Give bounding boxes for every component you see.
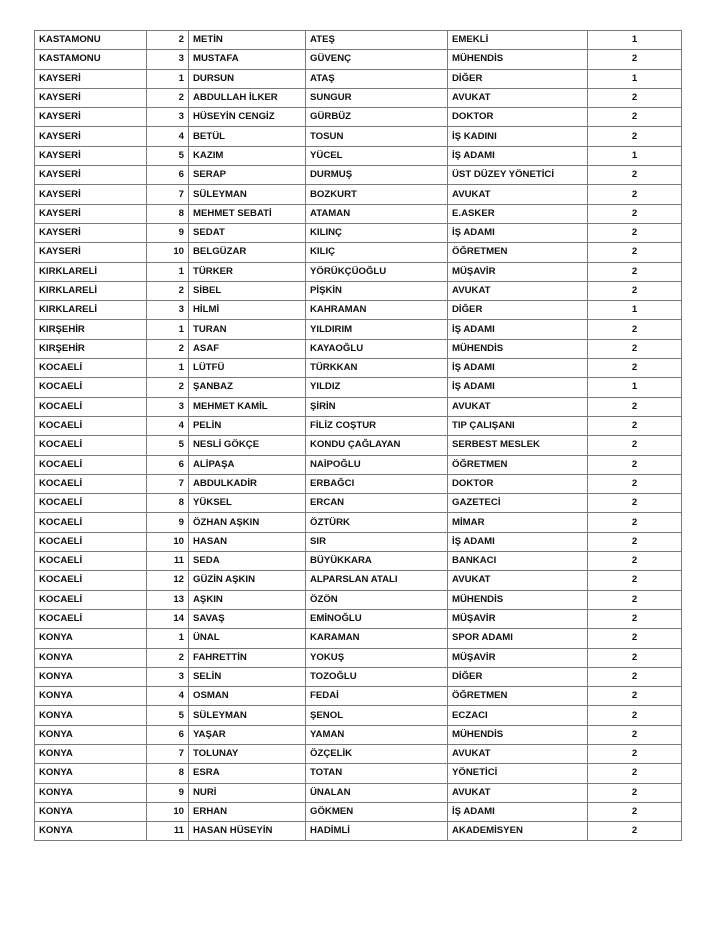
surname-cell: KONDU ÇAĞLAYAN <box>306 436 448 455</box>
name-cell: NESLİ GÖKÇE <box>189 436 306 455</box>
job-cell: İŞ ADAMI <box>448 320 588 339</box>
city-cell: KIRKLARELİ <box>35 262 147 281</box>
rank-cell: 8 <box>147 764 189 783</box>
rank-cell: 1 <box>147 262 189 281</box>
table-row <box>35 301 682 320</box>
rank-cell: 3 <box>147 667 189 686</box>
value-cell: 2 <box>588 552 682 571</box>
value-cell: 2 <box>588 436 682 455</box>
table-row <box>35 281 682 300</box>
surname-cell: ÜNALAN <box>306 783 448 802</box>
table-row <box>35 590 682 609</box>
table-row <box>35 416 682 435</box>
value-cell: 2 <box>588 744 682 763</box>
surname-cell: ATAŞ <box>306 69 448 88</box>
city-cell: KAYSERİ <box>35 146 147 165</box>
rank-cell: 5 <box>147 146 189 165</box>
rank-cell: 12 <box>147 571 189 590</box>
city-cell: KONYA <box>35 783 147 802</box>
surname-cell: YOKUŞ <box>306 648 448 667</box>
rank-cell: 2 <box>147 281 189 300</box>
name-cell: ÖZHAN AŞKIN <box>189 513 306 532</box>
table-row <box>35 185 682 204</box>
value-cell: 2 <box>588 88 682 107</box>
job-cell: İŞ ADAMI <box>448 802 588 821</box>
rank-cell: 3 <box>147 397 189 416</box>
job-cell: YÖNETİCİ <box>448 764 588 783</box>
job-cell: İŞ KADINI <box>448 127 588 146</box>
table-row <box>35 532 682 551</box>
value-cell: 1 <box>588 378 682 397</box>
value-cell: 1 <box>588 31 682 50</box>
city-cell: KONYA <box>35 706 147 725</box>
value-cell: 2 <box>588 764 682 783</box>
surname-cell: YAMAN <box>306 725 448 744</box>
name-cell: OSMAN <box>189 687 306 706</box>
name-cell: SÜLEYMAN <box>189 185 306 204</box>
value-cell: 2 <box>588 590 682 609</box>
name-cell: KAZIM <box>189 146 306 165</box>
surname-cell: TOZOĞLU <box>306 667 448 686</box>
city-cell: KIRŞEHİR <box>35 339 147 358</box>
job-cell: AVUKAT <box>448 185 588 204</box>
job-cell: BANKACI <box>448 552 588 571</box>
name-cell: HİLMİ <box>189 301 306 320</box>
city-cell: KONYA <box>35 687 147 706</box>
surname-cell: HADİMLİ <box>306 822 448 841</box>
name-cell: ASAF <box>189 339 306 358</box>
table-row <box>35 50 682 69</box>
surname-cell: GÜRBÜZ <box>306 108 448 127</box>
job-cell: MÜHENDİS <box>448 50 588 69</box>
city-cell: KOCAELİ <box>35 552 147 571</box>
rank-cell: 4 <box>147 416 189 435</box>
job-cell: AVUKAT <box>448 88 588 107</box>
surname-cell: TÜRKKAN <box>306 359 448 378</box>
table-row <box>35 127 682 146</box>
rank-cell: 5 <box>147 706 189 725</box>
name-cell: HASAN HÜSEYİN <box>189 822 306 841</box>
job-cell: AVUKAT <box>448 571 588 590</box>
job-cell: AVUKAT <box>448 281 588 300</box>
city-cell: KOCAELİ <box>35 416 147 435</box>
job-cell: İŞ ADAMI <box>448 146 588 165</box>
name-cell: LÜTFÜ <box>189 359 306 378</box>
job-cell: MÜHENDİS <box>448 339 588 358</box>
city-cell: KONYA <box>35 725 147 744</box>
surname-cell: ŞİRİN <box>306 397 448 416</box>
job-cell: TIP ÇALIŞANI <box>448 416 588 435</box>
city-cell: KAYSERİ <box>35 223 147 242</box>
surname-cell: DURMUŞ <box>306 166 448 185</box>
table-row <box>35 764 682 783</box>
table-row <box>35 223 682 242</box>
value-cell: 2 <box>588 802 682 821</box>
surname-cell: BOZKURT <box>306 185 448 204</box>
surname-cell: EMİNOĞLU <box>306 609 448 628</box>
job-cell: E.ASKER <box>448 204 588 223</box>
value-cell: 2 <box>588 108 682 127</box>
value-cell: 1 <box>588 301 682 320</box>
value-cell: 2 <box>588 532 682 551</box>
rank-cell: 9 <box>147 513 189 532</box>
value-cell: 2 <box>588 166 682 185</box>
rank-cell: 7 <box>147 744 189 763</box>
table-row <box>35 552 682 571</box>
name-cell: AŞKIN <box>189 590 306 609</box>
city-cell: KOCAELİ <box>35 590 147 609</box>
name-cell: ERHAN <box>189 802 306 821</box>
rank-cell: 3 <box>147 108 189 127</box>
value-cell: 2 <box>588 667 682 686</box>
job-cell: MÜHENDİS <box>448 725 588 744</box>
table-row <box>35 609 682 628</box>
table-row <box>35 474 682 493</box>
name-cell: ESRA <box>189 764 306 783</box>
value-cell: 2 <box>588 609 682 628</box>
name-cell: SEDA <box>189 552 306 571</box>
rank-cell: 11 <box>147 552 189 571</box>
city-cell: KAYSERİ <box>35 243 147 262</box>
job-cell: AVUKAT <box>448 744 588 763</box>
job-cell: MÜŞAVİR <box>448 262 588 281</box>
name-cell: SÜLEYMAN <box>189 706 306 725</box>
value-cell: 2 <box>588 281 682 300</box>
value-cell: 1 <box>588 69 682 88</box>
surname-cell: ŞENOL <box>306 706 448 725</box>
job-cell: AVUKAT <box>448 397 588 416</box>
name-cell: FAHRETTİN <box>189 648 306 667</box>
job-cell: AVUKAT <box>448 783 588 802</box>
name-cell: ÜNAL <box>189 629 306 648</box>
rank-cell: 14 <box>147 609 189 628</box>
table-row <box>35 320 682 339</box>
table-row <box>35 494 682 513</box>
name-cell: SEDAT <box>189 223 306 242</box>
rank-cell: 5 <box>147 436 189 455</box>
value-cell: 2 <box>588 629 682 648</box>
city-cell: KONYA <box>35 629 147 648</box>
value-cell: 1 <box>588 146 682 165</box>
name-cell: HÜSEYİN CENGİZ <box>189 108 306 127</box>
name-cell: METİN <box>189 31 306 50</box>
rank-cell: 2 <box>147 31 189 50</box>
rank-cell: 1 <box>147 69 189 88</box>
city-cell: KOCAELİ <box>35 494 147 513</box>
value-cell: 2 <box>588 513 682 532</box>
rank-cell: 10 <box>147 532 189 551</box>
table-row <box>35 667 682 686</box>
surname-cell: NAİPOĞLU <box>306 455 448 474</box>
job-cell: MÜŞAVİR <box>448 648 588 667</box>
table-row <box>35 108 682 127</box>
value-cell: 2 <box>588 416 682 435</box>
job-cell: AKADEMİSYEN <box>448 822 588 841</box>
value-cell: 2 <box>588 455 682 474</box>
surname-cell: TOTAN <box>306 764 448 783</box>
rank-cell: 2 <box>147 88 189 107</box>
job-cell: DİĞER <box>448 301 588 320</box>
value-cell: 2 <box>588 204 682 223</box>
value-cell: 2 <box>588 648 682 667</box>
name-cell: MEHMET SEBATİ <box>189 204 306 223</box>
name-cell: ŞANBAZ <box>189 378 306 397</box>
job-cell: DOKTOR <box>448 108 588 127</box>
city-cell: KONYA <box>35 822 147 841</box>
surname-cell: KARAMAN <box>306 629 448 648</box>
table-row <box>35 706 682 725</box>
rank-cell: 13 <box>147 590 189 609</box>
city-cell: KOCAELİ <box>35 397 147 416</box>
surname-cell: ATAMAN <box>306 204 448 223</box>
surname-cell: ALPARSLAN ATALI <box>306 571 448 590</box>
surname-cell: ÖZÇELİK <box>306 744 448 763</box>
city-cell: KOCAELİ <box>35 436 147 455</box>
surname-cell: BÜYÜKKARA <box>306 552 448 571</box>
table-body <box>35 31 682 841</box>
city-cell: KONYA <box>35 802 147 821</box>
surname-cell: PİŞKİN <box>306 281 448 300</box>
job-cell: ECZACI <box>448 706 588 725</box>
name-cell: BETÜL <box>189 127 306 146</box>
job-cell: SPOR ADAMI <box>448 629 588 648</box>
city-cell: KOCAELİ <box>35 532 147 551</box>
name-cell: YÜKSEL <box>189 494 306 513</box>
city-cell: KASTAMONU <box>35 31 147 50</box>
rank-cell: 7 <box>147 185 189 204</box>
table-row <box>35 262 682 281</box>
rank-cell: 1 <box>147 629 189 648</box>
table-row <box>35 725 682 744</box>
job-cell: ÖĞRETMEN <box>448 243 588 262</box>
rank-cell: 1 <box>147 320 189 339</box>
city-cell: KONYA <box>35 744 147 763</box>
value-cell: 2 <box>588 223 682 242</box>
city-cell: KOCAELİ <box>35 474 147 493</box>
surname-cell: YILDIZ <box>306 378 448 397</box>
name-cell: MEHMET KAMİL <box>189 397 306 416</box>
city-cell: KAYSERİ <box>35 69 147 88</box>
name-cell: ABDULLAH İLKER <box>189 88 306 107</box>
rank-cell: 4 <box>147 127 189 146</box>
name-cell: BELGÜZAR <box>189 243 306 262</box>
city-cell: KOCAELİ <box>35 609 147 628</box>
name-cell: SİBEL <box>189 281 306 300</box>
job-cell: SERBEST MESLEK <box>448 436 588 455</box>
table-row <box>35 687 682 706</box>
city-cell: KONYA <box>35 764 147 783</box>
job-cell: İŞ ADAMI <box>448 359 588 378</box>
city-cell: KAYSERİ <box>35 127 147 146</box>
city-cell: KAYSERİ <box>35 204 147 223</box>
surname-cell: YÖRÜKÇÜOĞLU <box>306 262 448 281</box>
table-row <box>35 69 682 88</box>
rank-cell: 9 <box>147 783 189 802</box>
table-row <box>35 802 682 821</box>
job-cell: MİMAR <box>448 513 588 532</box>
rank-cell: 3 <box>147 301 189 320</box>
value-cell: 2 <box>588 783 682 802</box>
value-cell: 2 <box>588 243 682 262</box>
table-row <box>35 648 682 667</box>
name-cell: HASAN <box>189 532 306 551</box>
name-cell: SERAP <box>189 166 306 185</box>
table-row <box>35 339 682 358</box>
name-cell: TURAN <box>189 320 306 339</box>
job-cell: GAZETECİ <box>448 494 588 513</box>
value-cell: 2 <box>588 262 682 281</box>
table-row <box>35 378 682 397</box>
surname-cell: SUNGUR <box>306 88 448 107</box>
rank-cell: 8 <box>147 494 189 513</box>
surname-cell: SIR <box>306 532 448 551</box>
surname-cell: KAYAOĞLU <box>306 339 448 358</box>
city-cell: KIRKLARELİ <box>35 301 147 320</box>
surname-cell: TOSUN <box>306 127 448 146</box>
value-cell: 2 <box>588 494 682 513</box>
surname-cell: ERBAĞCI <box>306 474 448 493</box>
value-cell: 2 <box>588 185 682 204</box>
rank-cell: 11 <box>147 822 189 841</box>
city-cell: KOCAELİ <box>35 455 147 474</box>
table-row <box>35 243 682 262</box>
table-row <box>35 166 682 185</box>
job-cell: DİĞER <box>448 667 588 686</box>
surname-cell: ÖZTÜRK <box>306 513 448 532</box>
value-cell: 2 <box>588 339 682 358</box>
city-cell: KONYA <box>35 648 147 667</box>
rank-cell: 1 <box>147 359 189 378</box>
surname-cell: YÜCEL <box>306 146 448 165</box>
city-cell: KIRKLARELİ <box>35 281 147 300</box>
job-cell: ÖĞRETMEN <box>448 687 588 706</box>
job-cell: EMEKLİ <box>448 31 588 50</box>
rank-cell: 4 <box>147 687 189 706</box>
candidate-table <box>34 30 682 841</box>
surname-cell: KILINÇ <box>306 223 448 242</box>
rank-cell: 8 <box>147 204 189 223</box>
job-cell: ÜST DÜZEY YÖNETİCİ <box>448 166 588 185</box>
rank-cell: 6 <box>147 725 189 744</box>
city-cell: KOCAELİ <box>35 571 147 590</box>
value-cell: 2 <box>588 706 682 725</box>
city-cell: KAYSERİ <box>35 88 147 107</box>
surname-cell: FİLİZ COŞTUR <box>306 416 448 435</box>
city-cell: KONYA <box>35 667 147 686</box>
table-row <box>35 359 682 378</box>
table-row <box>35 822 682 841</box>
job-cell: İŞ ADAMI <box>448 378 588 397</box>
rank-cell: 7 <box>147 474 189 493</box>
value-cell: 2 <box>588 397 682 416</box>
name-cell: TOLUNAY <box>189 744 306 763</box>
surname-cell: KAHRAMAN <box>306 301 448 320</box>
name-cell: GÜZİN AŞKIN <box>189 571 306 590</box>
job-cell: DİĞER <box>448 69 588 88</box>
table-row <box>35 571 682 590</box>
name-cell: MUSTAFA <box>189 50 306 69</box>
value-cell: 2 <box>588 127 682 146</box>
city-cell: KOCAELİ <box>35 378 147 397</box>
table-row <box>35 629 682 648</box>
surname-cell: KILIÇ <box>306 243 448 262</box>
job-cell: MÜŞAVİR <box>448 609 588 628</box>
name-cell: TÜRKER <box>189 262 306 281</box>
value-cell: 2 <box>588 474 682 493</box>
table-row <box>35 88 682 107</box>
name-cell: ABDULKADİR <box>189 474 306 493</box>
name-cell: NURİ <box>189 783 306 802</box>
job-cell: DOKTOR <box>448 474 588 493</box>
surname-cell: GÖKMEN <box>306 802 448 821</box>
name-cell: YAŞAR <box>189 725 306 744</box>
value-cell: 2 <box>588 687 682 706</box>
name-cell: PELİN <box>189 416 306 435</box>
city-cell: KOCAELİ <box>35 513 147 532</box>
city-cell: KASTAMONU <box>35 50 147 69</box>
table-row <box>35 513 682 532</box>
job-cell: İŞ ADAMI <box>448 532 588 551</box>
name-cell: ALİPAŞA <box>189 455 306 474</box>
city-cell: KAYSERİ <box>35 166 147 185</box>
table-row <box>35 31 682 50</box>
value-cell: 2 <box>588 320 682 339</box>
table-row <box>35 744 682 763</box>
surname-cell: ERCAN <box>306 494 448 513</box>
name-cell: DURSUN <box>189 69 306 88</box>
table-row <box>35 146 682 165</box>
surname-cell: ÖZÖN <box>306 590 448 609</box>
city-cell: KAYSERİ <box>35 185 147 204</box>
table-row <box>35 204 682 223</box>
job-cell: ÖĞRETMEN <box>448 455 588 474</box>
value-cell: 2 <box>588 50 682 69</box>
surname-cell: GÜVENÇ <box>306 50 448 69</box>
rank-cell: 9 <box>147 223 189 242</box>
table-row <box>35 455 682 474</box>
surname-cell: ATEŞ <box>306 31 448 50</box>
value-cell: 2 <box>588 822 682 841</box>
city-cell: KAYSERİ <box>35 108 147 127</box>
rank-cell: 10 <box>147 802 189 821</box>
value-cell: 2 <box>588 571 682 590</box>
city-cell: KIRŞEHİR <box>35 320 147 339</box>
rank-cell: 10 <box>147 243 189 262</box>
value-cell: 2 <box>588 725 682 744</box>
rank-cell: 6 <box>147 455 189 474</box>
name-cell: SELİN <box>189 667 306 686</box>
table-row <box>35 783 682 802</box>
value-cell: 2 <box>588 359 682 378</box>
rank-cell: 2 <box>147 339 189 358</box>
job-cell: İŞ ADAMI <box>448 223 588 242</box>
rank-cell: 3 <box>147 50 189 69</box>
rank-cell: 2 <box>147 378 189 397</box>
job-cell: MÜHENDİS <box>448 590 588 609</box>
surname-cell: YILDIRIM <box>306 320 448 339</box>
city-cell: KOCAELİ <box>35 359 147 378</box>
table-row <box>35 436 682 455</box>
table-row <box>35 397 682 416</box>
name-cell: SAVAŞ <box>189 609 306 628</box>
surname-cell: FEDAİ <box>306 687 448 706</box>
rank-cell: 6 <box>147 166 189 185</box>
rank-cell: 2 <box>147 648 189 667</box>
